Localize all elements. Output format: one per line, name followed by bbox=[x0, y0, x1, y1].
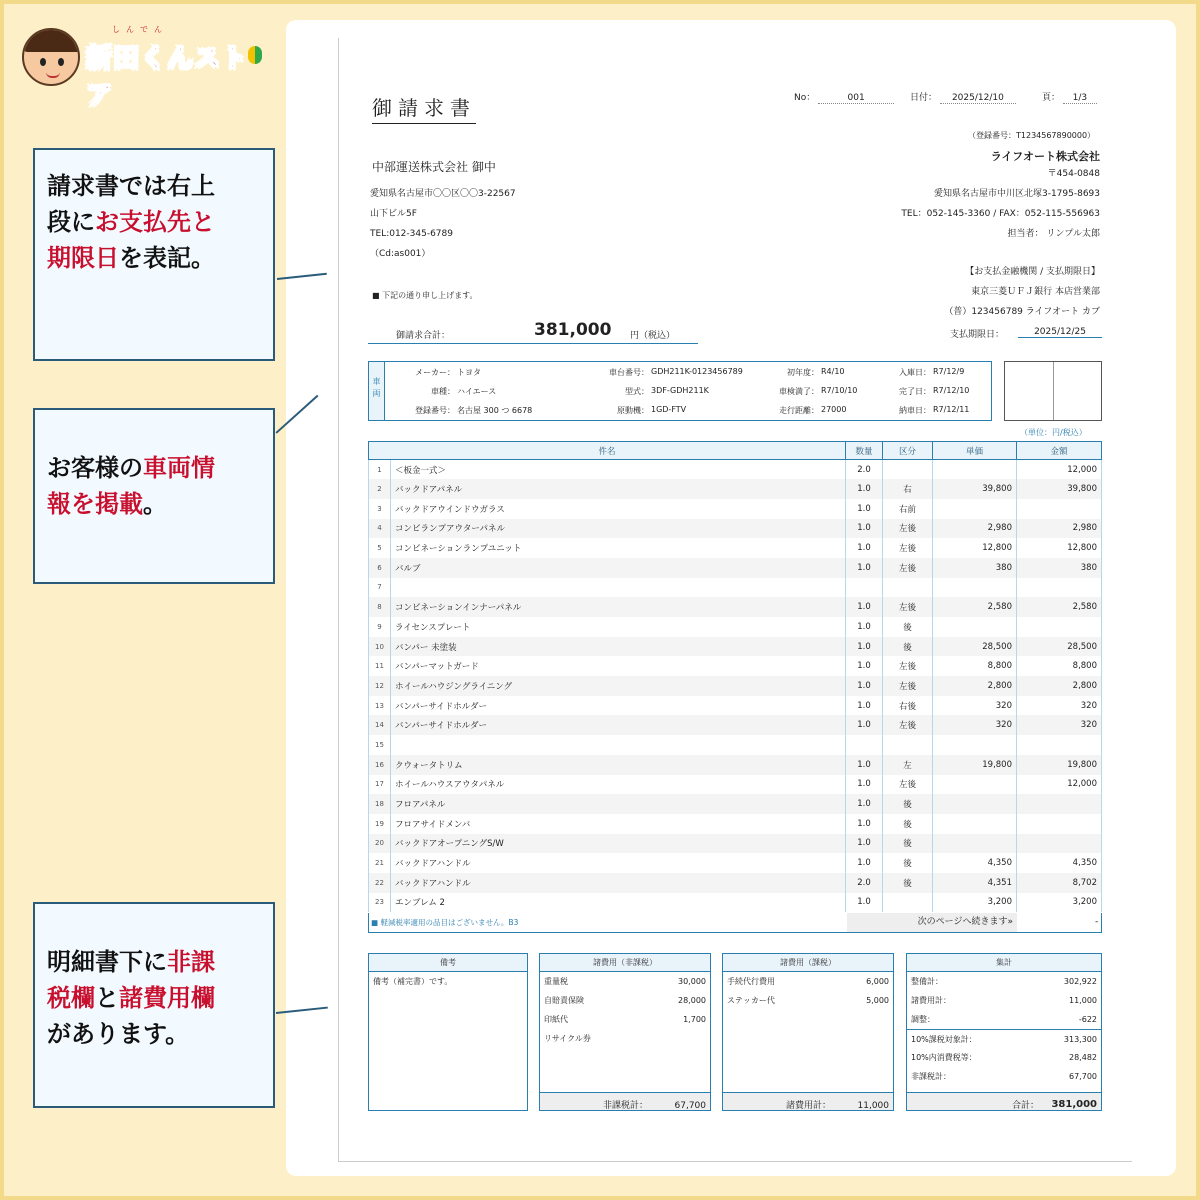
quantity: 1.0 bbox=[846, 775, 883, 795]
amount: 2,580 bbox=[1017, 597, 1102, 617]
callout-line bbox=[47, 944, 263, 980]
table-row bbox=[369, 715, 1102, 735]
vehicle-field-label: 走行距離： bbox=[779, 406, 819, 415]
quantity bbox=[846, 578, 883, 598]
callout-payment bbox=[33, 148, 275, 361]
payment-info: 【お支払金融機関 / 支払期限日】 東京三菱ＵＦＪ銀行 本店営業部 （普）123456789 ライフオート カブ bbox=[944, 267, 1100, 317]
quantity: 1.0 bbox=[846, 538, 883, 558]
customer-name: 中部運送株式会社 御中 bbox=[372, 160, 496, 174]
box-sum bbox=[540, 1092, 710, 1110]
callout-text: を表記。 bbox=[119, 244, 215, 272]
sum-label: 諸費用計： bbox=[785, 1101, 831, 1111]
col-header-amount: 金額 bbox=[1017, 442, 1102, 460]
invoice-total: 御請求合計： 381,000 円（税込） bbox=[368, 322, 698, 344]
row-number: 13 bbox=[369, 696, 391, 716]
row-number: 10 bbox=[369, 637, 391, 657]
callout-highlight: 報を掲載 bbox=[47, 490, 143, 518]
amount bbox=[1017, 794, 1102, 814]
unit-price: 2,980 bbox=[933, 519, 1017, 539]
col-header-kubun: 区分 bbox=[883, 442, 933, 460]
due-date-value: 2025/12/25 bbox=[1018, 327, 1102, 338]
box-sum bbox=[723, 1092, 893, 1110]
kubun: 左後 bbox=[883, 558, 933, 578]
box-title: 集計 bbox=[907, 954, 1101, 972]
unit-price bbox=[933, 834, 1017, 854]
row-number: 11 bbox=[369, 656, 391, 676]
row-number: 17 bbox=[369, 775, 391, 795]
kubun bbox=[883, 578, 933, 598]
item-name: バンパーサイドホルダー bbox=[391, 715, 846, 735]
vehicle-field-value: トヨタ bbox=[457, 368, 481, 377]
table-row bbox=[369, 696, 1102, 716]
callout-highlight: 期限日 bbox=[47, 244, 119, 272]
kubun: 左後 bbox=[883, 715, 933, 735]
fee-value: 313,300 bbox=[1063, 1035, 1097, 1044]
fee-value: 302,922 bbox=[1063, 977, 1097, 986]
table-row bbox=[369, 578, 1102, 598]
amount: 8,800 bbox=[1017, 656, 1102, 676]
line-items-table bbox=[368, 441, 1102, 912]
vehicle-field-label: メーカー： bbox=[415, 368, 455, 377]
fee-label: 10%課税対象計： bbox=[911, 1035, 977, 1044]
item-name: クウォータトリム bbox=[391, 755, 846, 775]
row-number: 14 bbox=[369, 715, 391, 735]
callout-highlight: 非課 bbox=[167, 948, 215, 976]
fee-label: リサイクル券 bbox=[544, 1034, 591, 1043]
vehicle-field-label: 型式： bbox=[625, 387, 649, 396]
unit-price: 380 bbox=[933, 558, 1017, 578]
callout-line bbox=[47, 168, 263, 204]
kubun: 左後 bbox=[883, 656, 933, 676]
table-row bbox=[369, 558, 1102, 578]
item-name bbox=[391, 735, 846, 755]
item-name: バックドアパネル bbox=[391, 479, 846, 499]
fee-label: 諸費用計： bbox=[911, 996, 951, 1005]
row-number: 4 bbox=[369, 519, 391, 539]
item-name: バンパーサイドホルダー bbox=[391, 696, 846, 716]
callout-line bbox=[47, 980, 263, 1016]
unit-price bbox=[933, 617, 1017, 637]
kubun: 後 bbox=[883, 814, 933, 834]
item-name: ホイールハウジングライニング bbox=[391, 676, 846, 696]
vehicle-field-value: 1GD-FTV bbox=[651, 405, 687, 414]
amount: 19,800 bbox=[1017, 755, 1102, 775]
kubun: 後 bbox=[883, 873, 933, 893]
fee-label: ステッカー代 bbox=[727, 996, 775, 1005]
vehicle-field-value: 名古屋 300 つ 6678 bbox=[457, 406, 533, 415]
kubun: 後 bbox=[883, 853, 933, 873]
callout-line bbox=[47, 1016, 263, 1052]
fee-row bbox=[540, 972, 710, 991]
quantity: 1.0 bbox=[846, 696, 883, 716]
kubun: 後 bbox=[883, 637, 933, 657]
amount bbox=[1017, 814, 1102, 834]
totals-box bbox=[906, 953, 1102, 1111]
amount: 28,500 bbox=[1017, 637, 1102, 657]
fee-value: 11,000 bbox=[1069, 996, 1097, 1005]
callout-line bbox=[47, 240, 263, 276]
remarks-box: 備考 備考（補完書）です。 bbox=[368, 953, 528, 1111]
row-number: 18 bbox=[369, 794, 391, 814]
item-name: バンパーマットガード bbox=[391, 656, 846, 676]
callout-line bbox=[47, 486, 263, 522]
amount: 12,000 bbox=[1017, 775, 1102, 795]
fee-value: 5,000 bbox=[866, 996, 889, 1005]
kubun bbox=[883, 460, 933, 480]
vehicle-field-label: 車台番号： bbox=[609, 368, 649, 377]
kubun: 左後 bbox=[883, 519, 933, 539]
amount: 320 bbox=[1017, 696, 1102, 716]
callout-highlight: 税欄 bbox=[47, 984, 95, 1012]
sum-label: 非課税計： bbox=[602, 1101, 648, 1111]
amount: 2,980 bbox=[1017, 519, 1102, 539]
unit-price: 320 bbox=[933, 696, 1017, 716]
amount: 12,800 bbox=[1017, 538, 1102, 558]
quantity: 1.0 bbox=[846, 656, 883, 676]
row-number: 12 bbox=[369, 676, 391, 696]
quantity: 1.0 bbox=[846, 499, 883, 519]
item-name: ＜板金一式＞ bbox=[391, 460, 846, 480]
unit-price: 39,800 bbox=[933, 479, 1017, 499]
invoice-date-value: 2025/12/10 bbox=[940, 93, 1016, 104]
table-row bbox=[369, 735, 1102, 755]
table-row bbox=[369, 597, 1102, 617]
callout-line bbox=[47, 450, 263, 486]
amount bbox=[1017, 499, 1102, 519]
vehicle-field-value: R7/12/10 bbox=[933, 386, 970, 395]
taxable-fees-box bbox=[722, 953, 894, 1111]
kubun: 左後 bbox=[883, 538, 933, 558]
row-number: 15 bbox=[369, 735, 391, 755]
unit-price: 2,800 bbox=[933, 676, 1017, 696]
invoice-date: 日付： 2025/12/10 bbox=[910, 90, 1016, 104]
kubun: 右 bbox=[883, 479, 933, 499]
item-name: バンパー 未塗装 bbox=[391, 637, 846, 657]
unit-price: 28,500 bbox=[933, 637, 1017, 657]
row-number: 7 bbox=[369, 578, 391, 598]
amount: 2,800 bbox=[1017, 676, 1102, 696]
col-header-unit-price: 単価 bbox=[933, 442, 1017, 460]
unit-price: 19,800 bbox=[933, 755, 1017, 775]
callout-text: があります。 bbox=[47, 1020, 190, 1048]
table-row bbox=[369, 834, 1102, 854]
quantity: 1.0 bbox=[846, 637, 883, 657]
quantity: 1.0 bbox=[846, 814, 883, 834]
row-number: 1 bbox=[369, 460, 391, 480]
fee-label: 整備計： bbox=[911, 977, 943, 986]
fee-label: 印紙代 bbox=[544, 1015, 568, 1024]
kubun: 後 bbox=[883, 834, 933, 854]
item-name: バックドアハンドル bbox=[391, 853, 846, 873]
invoice-page-value: 1/3 bbox=[1063, 93, 1097, 104]
quantity: 1.0 bbox=[846, 617, 883, 637]
nontax-fees-box bbox=[539, 953, 711, 1111]
fee-row bbox=[723, 972, 893, 991]
amount: 3,200 bbox=[1017, 893, 1102, 913]
store-logo[interactable] bbox=[22, 24, 272, 111]
fee-row bbox=[907, 991, 1101, 1010]
vehicle-field-label: 車種： bbox=[431, 387, 455, 396]
callout-highlight: 車両情 bbox=[143, 454, 215, 482]
amount bbox=[1017, 834, 1102, 854]
unit-price bbox=[933, 735, 1017, 755]
amount: 12,000 bbox=[1017, 460, 1102, 480]
quantity: 1.0 bbox=[846, 519, 883, 539]
table-row bbox=[369, 617, 1102, 637]
vehicle-field-value: R7/10/10 bbox=[821, 386, 858, 395]
unit-price: 8,800 bbox=[933, 656, 1017, 676]
table-row bbox=[369, 893, 1102, 913]
callout-text: 明細書下に bbox=[47, 948, 167, 976]
table-row bbox=[369, 794, 1102, 814]
item-name: バルブ bbox=[391, 558, 846, 578]
row-number: 8 bbox=[369, 597, 391, 617]
unit-price: 4,351 bbox=[933, 873, 1017, 893]
fee-label: 非課税計： bbox=[911, 1072, 951, 1081]
vehicle-field-label: 完了日： bbox=[899, 387, 931, 396]
row-number: 22 bbox=[369, 873, 391, 893]
amount: 380 bbox=[1017, 558, 1102, 578]
fee-value: 28,000 bbox=[678, 996, 706, 1005]
row-number: 20 bbox=[369, 834, 391, 854]
fee-label: 手続代行費用 bbox=[727, 977, 775, 986]
fee-row bbox=[907, 1010, 1101, 1029]
item-name: ホイールハウスアウタパネル bbox=[391, 775, 846, 795]
callout-highlight: お支払先と bbox=[95, 208, 215, 236]
item-name: コンビネーションランプユニット bbox=[391, 538, 846, 558]
quantity: 1.0 bbox=[846, 597, 883, 617]
callout-text: お客様の bbox=[47, 454, 143, 482]
vehicle-field-value: R7/12/9 bbox=[933, 367, 965, 376]
vehicle-field-label: 入庫日： bbox=[899, 368, 931, 377]
issuer-company: ライフオート株式会社 bbox=[990, 150, 1100, 163]
table-row bbox=[369, 460, 1102, 480]
item-name: エンブレム 2 bbox=[391, 893, 846, 913]
invoice-page: 頁： 1/3 bbox=[1042, 90, 1097, 104]
item-name: バックドアハンドル bbox=[391, 873, 846, 893]
fee-row bbox=[540, 991, 710, 1010]
table-row bbox=[369, 479, 1102, 499]
item-name: バックドアオープニングS/W bbox=[391, 834, 846, 854]
quantity: 1.0 bbox=[846, 479, 883, 499]
fee-value: 6,000 bbox=[866, 977, 889, 986]
vehicle-field-label: 登録番号： bbox=[415, 406, 455, 415]
fee-label: 10%内消費税等： bbox=[911, 1053, 977, 1062]
kubun bbox=[883, 893, 933, 913]
vehicle-field-value: GDH211K-0123456789 bbox=[651, 367, 743, 376]
unit-price bbox=[933, 794, 1017, 814]
quantity: 2.0 bbox=[846, 460, 883, 480]
invoice-title: 御請求書 bbox=[372, 92, 476, 124]
sum-value: 381,000 bbox=[1051, 1099, 1097, 1110]
sum-label: 合計： bbox=[1011, 1101, 1039, 1111]
box-sum bbox=[907, 1092, 1101, 1110]
table-row bbox=[369, 656, 1102, 676]
fee-value: 28,482 bbox=[1069, 1053, 1097, 1062]
vehicle-field-value: R7/12/11 bbox=[933, 405, 970, 414]
quantity: 1.0 bbox=[846, 834, 883, 854]
table-row bbox=[369, 853, 1102, 873]
unit-price: 4,350 bbox=[933, 853, 1017, 873]
note-line: ■ 下記の通り申し上げます。 bbox=[372, 291, 478, 300]
row-number: 16 bbox=[369, 755, 391, 775]
fee-row bbox=[540, 1029, 710, 1048]
callout-text: と bbox=[95, 984, 119, 1012]
vehicle-field-label: 車検満了： bbox=[779, 387, 819, 396]
table-row bbox=[369, 637, 1102, 657]
table-row bbox=[369, 873, 1102, 893]
table-row bbox=[369, 538, 1102, 558]
registration-no: （登録番号：T1234567890000） bbox=[968, 131, 1096, 140]
amount bbox=[1017, 735, 1102, 755]
amount: 4,350 bbox=[1017, 853, 1102, 873]
table-row bbox=[369, 499, 1102, 519]
item-name bbox=[391, 578, 846, 598]
sum-value: 67,700 bbox=[674, 1101, 706, 1111]
row-number: 23 bbox=[369, 893, 391, 913]
kubun: 左 bbox=[883, 755, 933, 775]
fee-row bbox=[723, 991, 893, 1010]
next-page-note: 次のページへ続きます» bbox=[847, 913, 1017, 932]
kubun: 左後 bbox=[883, 775, 933, 795]
callout-fees bbox=[33, 902, 275, 1108]
row-number: 5 bbox=[369, 538, 391, 558]
row-number: 19 bbox=[369, 814, 391, 834]
unit-price: 12,800 bbox=[933, 538, 1017, 558]
quantity: 1.0 bbox=[846, 715, 883, 735]
fee-label: 重量税 bbox=[544, 977, 568, 986]
row-number: 2 bbox=[369, 479, 391, 499]
quantity: 2.0 bbox=[846, 873, 883, 893]
logo-name: 新田くんストア bbox=[86, 44, 249, 111]
kubun: 左後 bbox=[883, 676, 933, 696]
logo-ruby: しんでん bbox=[112, 25, 168, 34]
stamp-box bbox=[1004, 361, 1102, 421]
fee-label: 調整： bbox=[911, 1015, 935, 1024]
kubun: 後 bbox=[883, 617, 933, 637]
row-number: 21 bbox=[369, 853, 391, 873]
item-name: フロアパネル bbox=[391, 794, 846, 814]
kubun: 右後 bbox=[883, 696, 933, 716]
table-row bbox=[369, 814, 1102, 834]
amount bbox=[1017, 578, 1102, 598]
unit-price: 3,200 bbox=[933, 893, 1017, 913]
unit-price bbox=[933, 814, 1017, 834]
unit-price: 320 bbox=[933, 715, 1017, 735]
issuer-address: 〒454-0848 愛知県名古屋市中川区北塚3-1795-8693 TEL：052-145-3360 / FAX：052-115-556963 担当者： リンプル太郎 bbox=[901, 169, 1100, 239]
invoice-total-value: 381,000 bbox=[534, 320, 612, 340]
row-number: 3 bbox=[369, 499, 391, 519]
fee-row bbox=[907, 1029, 1101, 1048]
col-header-qty: 数量 bbox=[846, 442, 883, 460]
callout-text: 。 bbox=[143, 490, 167, 518]
vehicle-field-label: 初年度： bbox=[787, 368, 819, 377]
fee-value: 1,700 bbox=[683, 1015, 706, 1024]
customer-address: 愛知県名古屋市〇〇区〇〇3-22567 山下ビル5F TEL:012-345-6789 （Cd:as001） bbox=[370, 189, 516, 259]
quantity: 1.0 bbox=[846, 893, 883, 913]
quantity: 1.0 bbox=[846, 794, 883, 814]
amount: 320 bbox=[1017, 715, 1102, 735]
row-number: 9 bbox=[369, 617, 391, 637]
sum-value: 11,000 bbox=[857, 1101, 889, 1111]
item-name: コンビランプアウターパネル bbox=[391, 519, 846, 539]
callout-text: 段に bbox=[47, 208, 95, 236]
kubun bbox=[883, 735, 933, 755]
remarks-text: 備考（補完書）です。 bbox=[373, 977, 453, 986]
kubun: 後 bbox=[883, 794, 933, 814]
quantity: 1.0 bbox=[846, 676, 883, 696]
kubun: 左後 bbox=[883, 597, 933, 617]
amount: 8,702 bbox=[1017, 873, 1102, 893]
unit-price bbox=[933, 460, 1017, 480]
kubun: 右前 bbox=[883, 499, 933, 519]
item-name: フロアサイドメンバ bbox=[391, 814, 846, 834]
col-header-item: 件名 bbox=[369, 442, 846, 460]
invoice-no: No： 001 bbox=[794, 90, 894, 104]
vehicle-field-value: R4/10 bbox=[821, 367, 845, 376]
quantity: 1.0 bbox=[846, 755, 883, 775]
mascot-face-icon bbox=[22, 28, 80, 86]
item-name: ライセンスプレート bbox=[391, 617, 846, 637]
item-name: バックドアウインドウガラス bbox=[391, 499, 846, 519]
fee-value: -622 bbox=[1078, 1015, 1097, 1024]
fee-row bbox=[907, 1067, 1101, 1086]
quantity: 1.0 bbox=[846, 558, 883, 578]
beginner-leaf-icon bbox=[248, 46, 262, 64]
vehicle-field-label: 原動機： bbox=[617, 406, 649, 415]
table-row bbox=[369, 755, 1102, 775]
fee-value: 67,700 bbox=[1069, 1072, 1097, 1081]
unit-price: 2,580 bbox=[933, 597, 1017, 617]
amount: 39,800 bbox=[1017, 479, 1102, 499]
table-row bbox=[369, 676, 1102, 696]
fee-row bbox=[907, 1048, 1101, 1067]
item-name: コンビネーションインナーパネル bbox=[391, 597, 846, 617]
table-footer: ■ 軽減税率適用の品目はございません。B3 次のページへ続きます» - bbox=[368, 913, 1102, 933]
row-number: 6 bbox=[369, 558, 391, 578]
callout-text: 請求書では右上 bbox=[47, 172, 215, 200]
unit-price bbox=[933, 578, 1017, 598]
unit-price bbox=[933, 499, 1017, 519]
unit-price bbox=[933, 775, 1017, 795]
fee-value: 30,000 bbox=[678, 977, 706, 986]
invoice-no-value: 001 bbox=[818, 93, 894, 104]
fee-row bbox=[907, 972, 1101, 991]
callout-line bbox=[47, 204, 263, 240]
due-date-label: 支払期限日： bbox=[950, 330, 1005, 340]
vehicle-side-label: 車両 bbox=[369, 362, 385, 420]
box-title: 諸費用（課税） bbox=[723, 954, 893, 972]
vehicle-info bbox=[368, 361, 992, 421]
vehicle-field-value: 27000 bbox=[821, 405, 847, 414]
box-title: 諸費用（非課税） bbox=[540, 954, 710, 972]
quantity bbox=[846, 735, 883, 755]
table-row bbox=[369, 519, 1102, 539]
unit-note: （単位：円/税込） bbox=[1020, 428, 1087, 437]
callout-highlight: 諸費用欄 bbox=[119, 984, 215, 1012]
callout-vehicle bbox=[33, 408, 275, 584]
amount bbox=[1017, 617, 1102, 637]
vehicle-field-value: ハイエース bbox=[457, 387, 497, 396]
vehicle-field-label: 納車日： bbox=[899, 406, 931, 415]
fee-row bbox=[540, 1010, 710, 1029]
fee-label: 自賠責保険 bbox=[544, 996, 584, 1005]
vehicle-field-value: 3DF-GDH211K bbox=[651, 386, 709, 395]
quantity: 1.0 bbox=[846, 853, 883, 873]
table-row bbox=[369, 775, 1102, 795]
